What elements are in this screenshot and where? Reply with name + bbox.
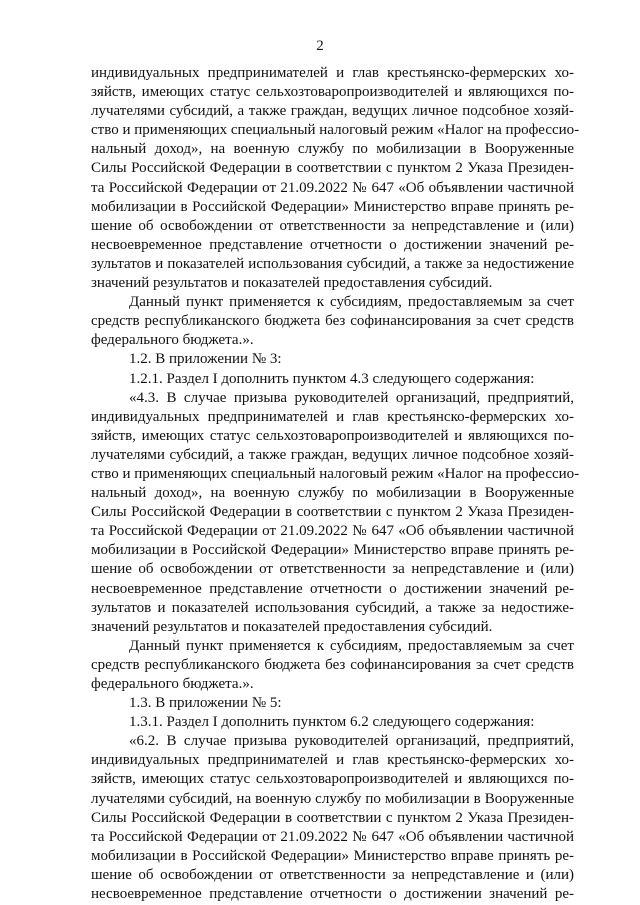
text-line: 1.3. В приложении № 5: [129,695,282,712]
text-line: та Российской Федерации от 21.09.2022 № 647 «Об объявлении частичной [91,828,574,845]
text-line: несвоевременное представление отчетности о достижении значений ре- [91,236,574,253]
text-line: значений результатов и показателей предоставления субсидий. [91,618,493,635]
text-line: мобилизации в Российской Федерации» Министерство вправе принять ре- [91,847,574,864]
text-line: 1.3.1. Раздел I дополнить пунктом 6.2 следующего содержания: [129,714,535,731]
text-line: лучателями субсидий, на военную службу по мобилизации в Вооруженные [91,790,574,807]
text-line: зяйств, имеющих статус сельхозтоваропроизводителей и являющихся по- [91,84,574,101]
text-line: шение об освобождении от ответственности за непредставление и (или) [91,866,574,883]
text-line: несвоевременное представление отчетности о достижении значений ре- [91,886,574,903]
text-line: Данный пункт применяется к субсидиям, предоставляемым за счет [129,294,574,311]
text-line: индивидуальных предпринимателей и глав крестьянско-фермерских хо- [91,65,574,81]
document-body [91,64,580,904]
text-line: Силы Российской Федерации в соответствии с пунктом 2 Указа Президен- [91,504,574,521]
text-line: индивидуальных предпринимателей и глав крестьянско-фермерских хо- [91,408,574,425]
text-line: средств республиканского бюджета без софинансирования за счет средств [91,656,574,673]
text-line: средств республиканского бюджета без софинансирования за счет средств [91,313,574,330]
text-line: «4.3. В случае призыва руководителей организаций, предприятий, [129,389,574,406]
text-line: Силы Российской Федерации в соответствии с пунктом 2 Указа Президен- [91,809,574,826]
text-line: нальный доход», на военную службу по мобилизации в Вооруженные [91,141,574,158]
text-line: федерального бюджета.». [91,332,254,349]
text-line: 1.2.1. Раздел I дополнить пунктом 4.3 следующего содержания: [129,370,535,387]
text-line: Данный пункт применяется к субсидиям, предоставляемым за счет [129,637,574,654]
text-line: значений результатов и показателей предоставления субсидий. [91,275,493,292]
text-line: мобилизации в Российской Федерации» Министерство вправе принять ре- [91,198,574,215]
text-line: лучателями субсидий, а также граждан, ведущих личное подсобное хозяй- [91,446,574,463]
text-line: шение об освобождении от ответственности за непредставление и (или) [91,217,574,234]
text-line: Силы Российской Федерации в соответствии с пунктом 2 Указа Президен- [91,160,574,177]
text-line: 1.2. В приложении № 3: [129,351,282,368]
text-line: шение об освобождении от ответственности за непредставление и (или) [91,561,574,578]
page-number: 2 [316,38,324,54]
text-line: лучателями субсидий, а также граждан, ведущих личное подсобное хозяй- [91,103,574,120]
text-line: несвоевременное представление отчетности о достижении значений ре- [91,580,574,597]
text-line: зультатов и показателей использования субсидий, а также за недостижение [91,255,574,272]
text-line: индивидуальных предпринимателей и глав крестьянско-фермерских хо- [91,752,574,769]
text-line: зультатов и показателей использования субсидий, а также за недостиже- [91,599,574,616]
text-line: та Российской Федерации от 21.09.2022 № 647 «Об объявлении частичной [91,179,574,196]
text-line: «6.2. В случае призыва руководителей организаций, предприятий, [129,733,574,750]
text-line: мобилизации в Российской Федерации» Министерство вправе принять ре- [91,542,574,559]
text-line: нальный доход», на военную службу по мобилизации в Вооруженные [91,485,574,502]
text-line: зяйств, имеющих статус сельхозтоваропроизводителей и являющихся по- [91,427,574,444]
text-line: федерального бюджета.». [91,676,254,692]
text-line: ство и применяющих специальный налоговый режим «Налог на профессио- [91,122,580,139]
text-line: ство и применяющих специальный налоговый режим «Налог на профессио- [91,465,580,482]
text-line: та Российской Федерации от 21.09.2022 № 647 «Об объявлении частичной [91,523,574,540]
text-line: зяйств, имеющих статус сельхозтоваропроизводителей и являющихся по- [91,771,574,788]
